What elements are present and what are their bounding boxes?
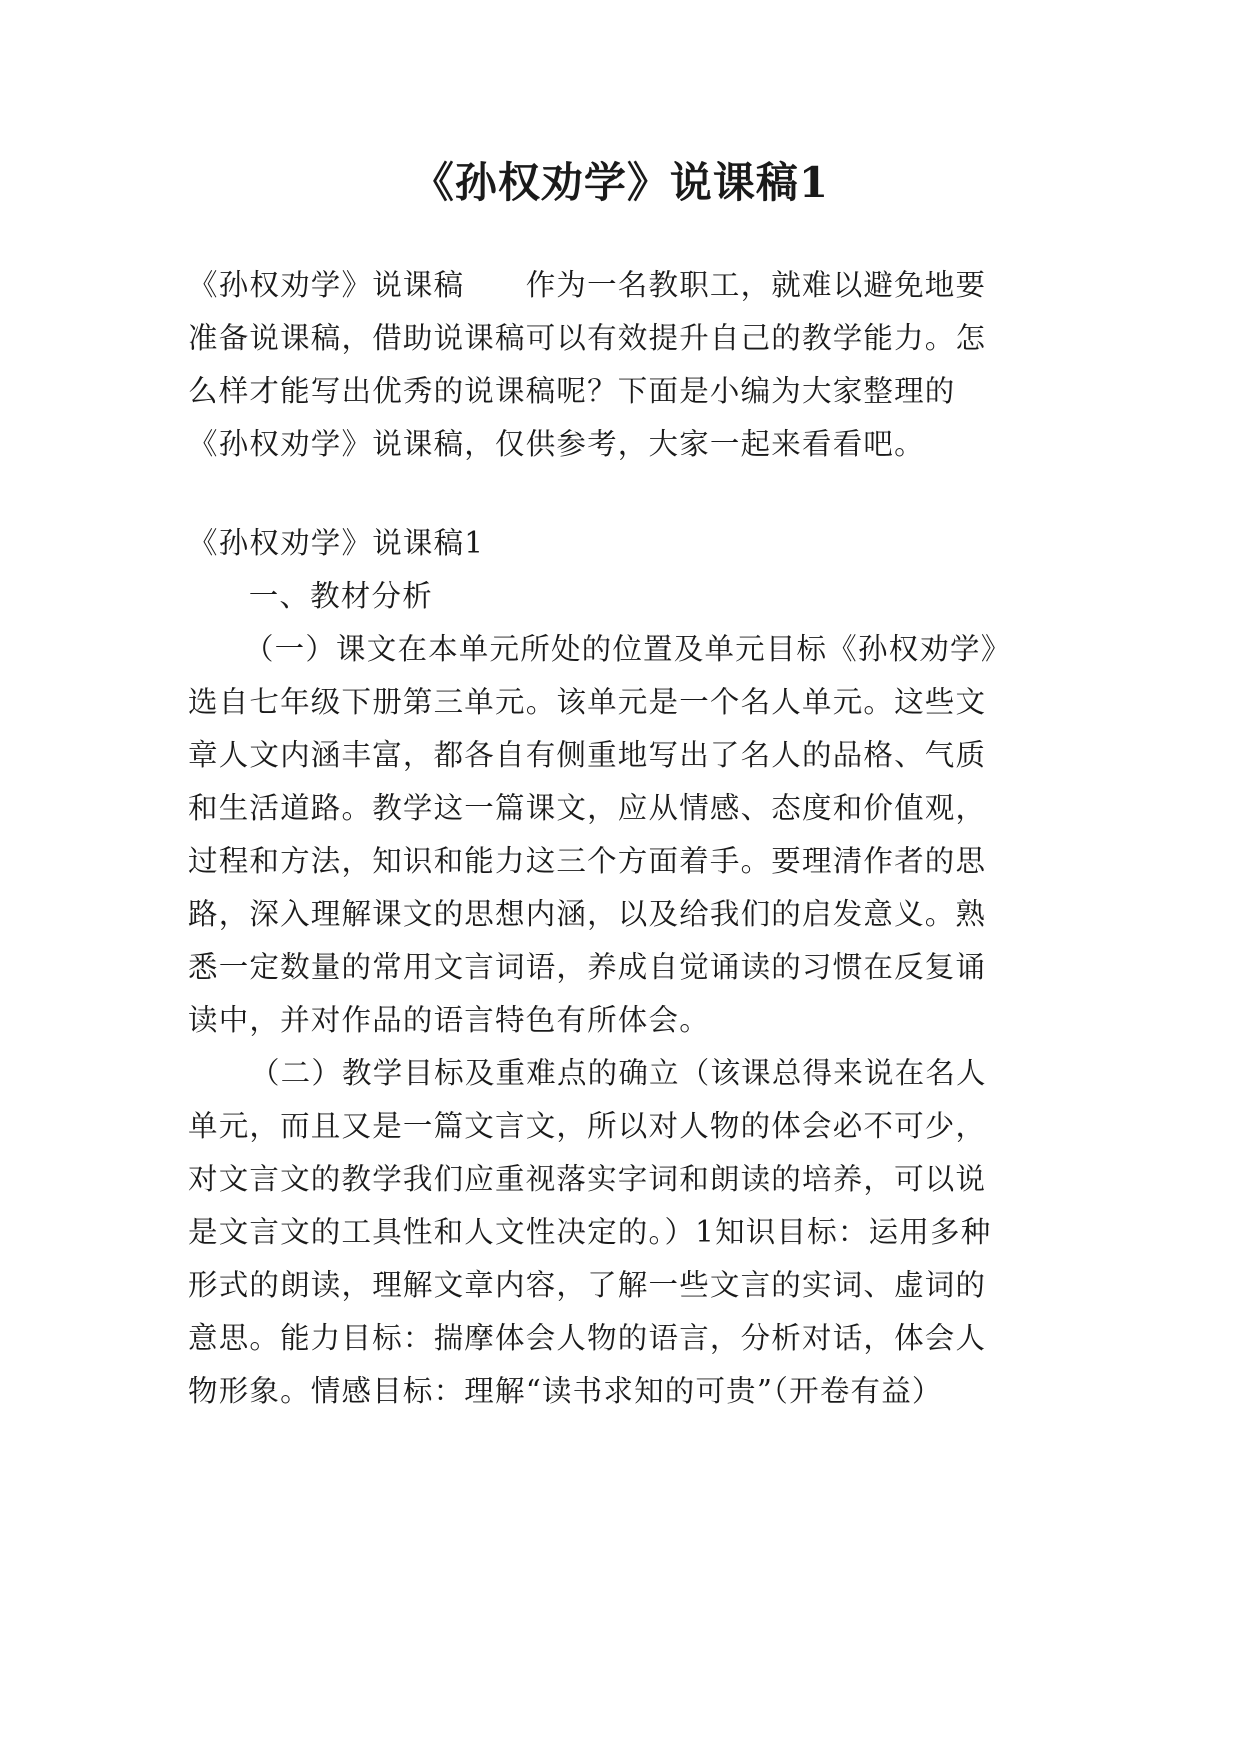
body-line-9: （二）教学目标及重难点的确立（该课总得来说在名人 — [234, 1056, 987, 1090]
body-line-13: 形式的朗读，理解文章内容，了解一些文言的实词、虚词的 — [188, 1268, 987, 1302]
intro-line-1: 《孙权劝学》说课稿 作为一名教职工，就难以避免地要 — [188, 268, 987, 302]
body-line-12: 是文言文的工具性和人文性决定的。）1知识目标：运用多种 — [188, 1215, 992, 1249]
body-line-10: 单元，而且又是一篇文言文，所以对人物的体会必不可少， — [188, 1109, 987, 1143]
body-line-5: 过程和方法，知识和能力这三个方面着手。要理清作者的思 — [188, 844, 987, 878]
intro-line-4: 《孙权劝学》说课稿，仅供参考，大家一起来看看吧。 — [188, 427, 925, 461]
body-line-7: 悉一定数量的常用文言词语，养成自觉诵读的习惯在反复诵 — [188, 950, 987, 984]
subsection-heading: 一、教材分析 — [218, 579, 433, 613]
intro-line-3: 么样才能写出优秀的说课稿呢？下面是小编为大家整理的 — [188, 374, 956, 408]
intro-line-2: 准备说课稿，借助说课稿可以有效提升自己的教学能力。怎 — [188, 321, 987, 355]
body-line-3: 章人文内涵丰富，都各自有侧重地写出了名人的品格、气质 — [188, 738, 987, 772]
body-line-2: 选自七年级下册第三单元。该单元是一个名人单元。这些文 — [188, 685, 987, 719]
body-line-11: 对文言文的教学我们应重视落实字词和朗读的培养，可以说 — [188, 1162, 987, 1196]
section-heading: 《孙权劝学》说课稿1 — [188, 526, 485, 560]
document-title: 《孙权劝学》说课稿1 — [411, 158, 830, 207]
body-line-14: 意思。能力目标：揣摩体会人物的语言，分析对话，体会人 — [188, 1321, 987, 1355]
body-line-15: 物形象。情感目标：理解“读书求知的可贵”（开卷有益） — [188, 1374, 943, 1408]
body-line-4: 和生活道路。教学这一篇课文，应从情感、态度和价值观， — [188, 791, 987, 825]
body-line-8: 读中，并对作品的语言特色有所体会。 — [188, 1003, 710, 1037]
body-line-1: （一）课文在本单元所处的位置及单元目标《孙权劝学》 — [228, 632, 1012, 666]
body-line-6: 路，深入理解课文的思想内涵，以及给我们的启发意义。熟 — [188, 897, 987, 931]
